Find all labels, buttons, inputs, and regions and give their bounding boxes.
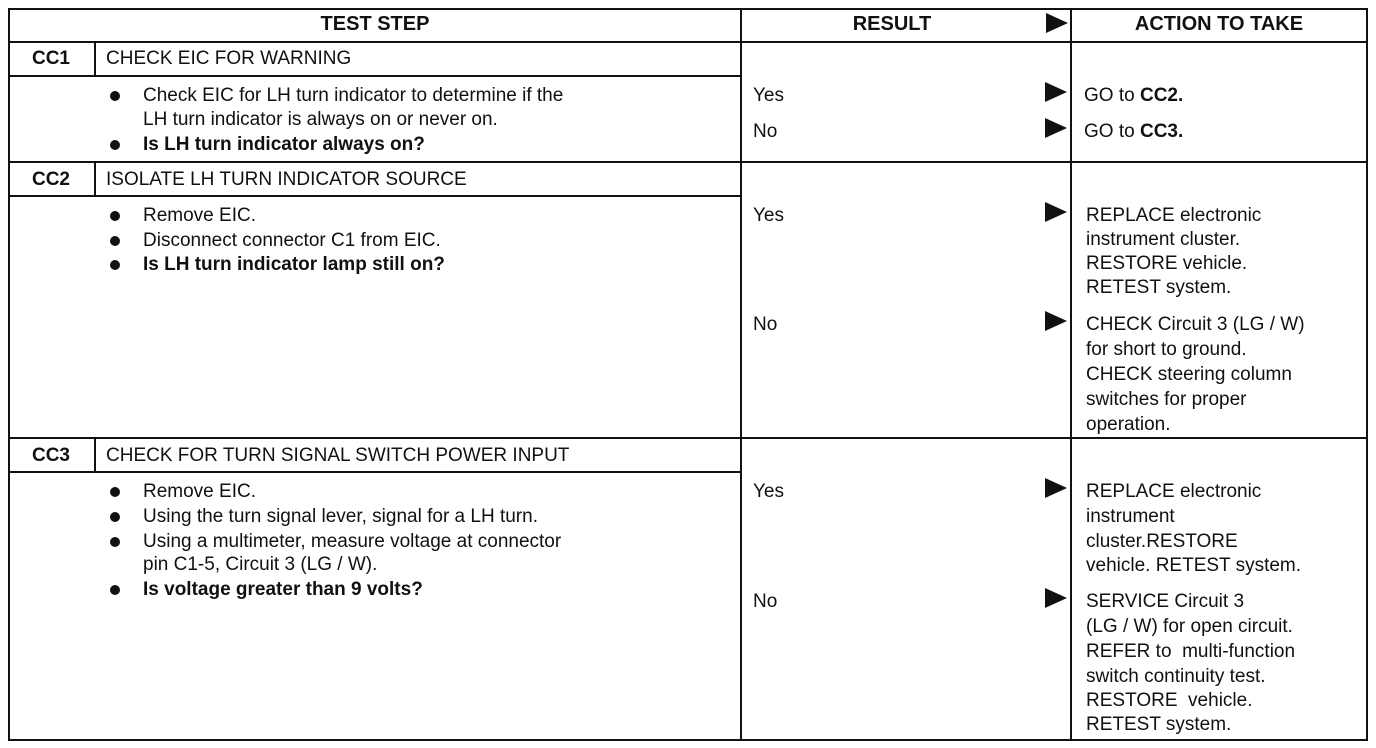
- step-title-cc2: ISOLATE LH TURN INDICATOR SOURCE: [106, 169, 467, 190]
- cc1-bullet-1-line-1: Check EIC for LH turn indicator to determine if the: [143, 85, 564, 106]
- table-bottom-border: [8, 739, 1368, 741]
- header-result: RESULT: [852, 13, 932, 35]
- result-action-divider: [1070, 8, 1072, 741]
- header-test-step: TEST STEP: [320, 13, 430, 35]
- bullet-icon: [110, 260, 120, 270]
- cc1-result-no: No: [753, 121, 778, 142]
- cc3-yes-arrow-icon: [1045, 478, 1067, 498]
- cc1-question: Is LH turn indicator always on?: [143, 134, 425, 155]
- bullet-icon: [110, 211, 120, 221]
- cc3-action-yes-line-2: instrument: [1086, 506, 1175, 527]
- cc3-action-no-line-1: SERVICE Circuit 3: [1086, 591, 1245, 612]
- bullet-icon: [110, 487, 120, 497]
- cc1-bullet-1-line-2: LH turn indicator is always on or never on.: [143, 109, 498, 130]
- cc2-action-yes-line-3: RESTORE vehicle.: [1086, 253, 1248, 274]
- table-left-border: [8, 8, 10, 741]
- step-title-cc3: CHECK FOR TURN SIGNAL SWITCH POWER INPUT: [106, 445, 570, 466]
- table-top-border: [8, 8, 1368, 10]
- cc3-no-arrow-icon: [1045, 588, 1067, 608]
- step-code-cc3: CC3: [31, 445, 70, 466]
- cc3-result-no: No: [753, 591, 778, 612]
- cc2-yes-arrow-icon: [1045, 202, 1067, 222]
- header-bottom-border: [8, 41, 1368, 43]
- cc2-row-top-border: [8, 161, 1368, 163]
- bullet-icon: [110, 140, 120, 150]
- cc1-action-no-ref: CC3.: [1139, 121, 1184, 142]
- cc1-yes-arrow-icon: [1045, 82, 1067, 102]
- step-code-cc2: CC2: [31, 169, 70, 190]
- step-code-cc1: CC1: [31, 48, 70, 69]
- cc2-title-bottom-border: [8, 195, 741, 197]
- cc1-action-yes: GO to CC2.: [1084, 85, 1184, 106]
- header-action-to-take: ACTION TO TAKE: [1134, 13, 1304, 35]
- cc2-bullet-1: Remove EIC.: [143, 205, 256, 226]
- step-title-cc1: CHECK EIC FOR WARNING: [106, 48, 352, 69]
- cc2-action-no-line-3: CHECK steering column: [1086, 364, 1292, 385]
- cc1-title-bottom-border: [8, 75, 741, 77]
- table-right-border: [1366, 8, 1368, 741]
- bullet-icon: [110, 236, 120, 246]
- bullet-icon: [110, 585, 120, 595]
- cc1-no-arrow-icon: [1045, 118, 1067, 138]
- cc3-bullet-3-line-1: Using a multimeter, measure voltage at connector: [143, 531, 562, 552]
- cc1-action-no: GO to CC3.: [1084, 121, 1184, 142]
- cc3-action-no-line-2: (LG / W) for open circuit.: [1086, 616, 1293, 637]
- cc3-action-yes-line-3: cluster.RESTORE: [1086, 531, 1238, 552]
- cc2-no-arrow-icon: [1045, 311, 1067, 331]
- step-result-divider: [740, 8, 742, 741]
- cc2-action-yes-line-4: RETEST system.: [1086, 277, 1232, 298]
- cc1-action-yes-ref: CC2.: [1139, 85, 1184, 106]
- cc3-bullet-3-line-2: pin C1-5, Circuit 3 (LG / W).: [143, 554, 378, 575]
- cc2-action-no-line-5: operation.: [1086, 414, 1171, 435]
- cc2-result-yes: Yes: [753, 205, 784, 226]
- cc2-result-no: No: [753, 314, 778, 335]
- cc3-title-bottom-border: [8, 471, 741, 473]
- cc2-question: Is LH turn indicator lamp still on?: [143, 254, 445, 275]
- cc1-result-yes: Yes: [753, 85, 784, 106]
- cc3-bullet-2: Using the turn signal lever, signal for a LH turn.: [143, 506, 538, 527]
- cc3-result-yes: Yes: [753, 481, 784, 502]
- cc3-action-no-line-4: switch continuity test.: [1086, 666, 1266, 687]
- cc2-action-yes-line-1: REPLACE electronic: [1086, 205, 1262, 226]
- cc2-action-no-line-2: for short to ground.: [1086, 339, 1247, 360]
- bullet-icon: [110, 512, 120, 522]
- bullet-icon: [110, 91, 120, 101]
- cc2-bullet-2: Disconnect connector C1 from EIC.: [143, 230, 441, 251]
- cc3-bullet-1: Remove EIC.: [143, 481, 256, 502]
- header-arrow-icon: [1046, 13, 1068, 33]
- cc2-action-yes-line-2: instrument cluster.: [1086, 229, 1241, 250]
- cc2-action-no-line-1: CHECK Circuit 3 (LG / W): [1086, 314, 1305, 335]
- cc3-action-yes-line-1: REPLACE electronic: [1086, 481, 1262, 502]
- cc3-action-no-line-5: RESTORE vehicle.: [1086, 690, 1253, 711]
- cc3-action-no-line-6: RETEST system.: [1086, 714, 1232, 735]
- cc3-action-yes-line-4: vehicle. RETEST system.: [1086, 555, 1302, 576]
- cc2-action-no-line-4: switches for proper: [1086, 389, 1247, 410]
- cc3-question: Is voltage greater than 9 volts?: [143, 579, 423, 600]
- cc3-action-no-line-3: REFER to multi-function: [1086, 641, 1296, 662]
- bullet-icon: [110, 537, 120, 547]
